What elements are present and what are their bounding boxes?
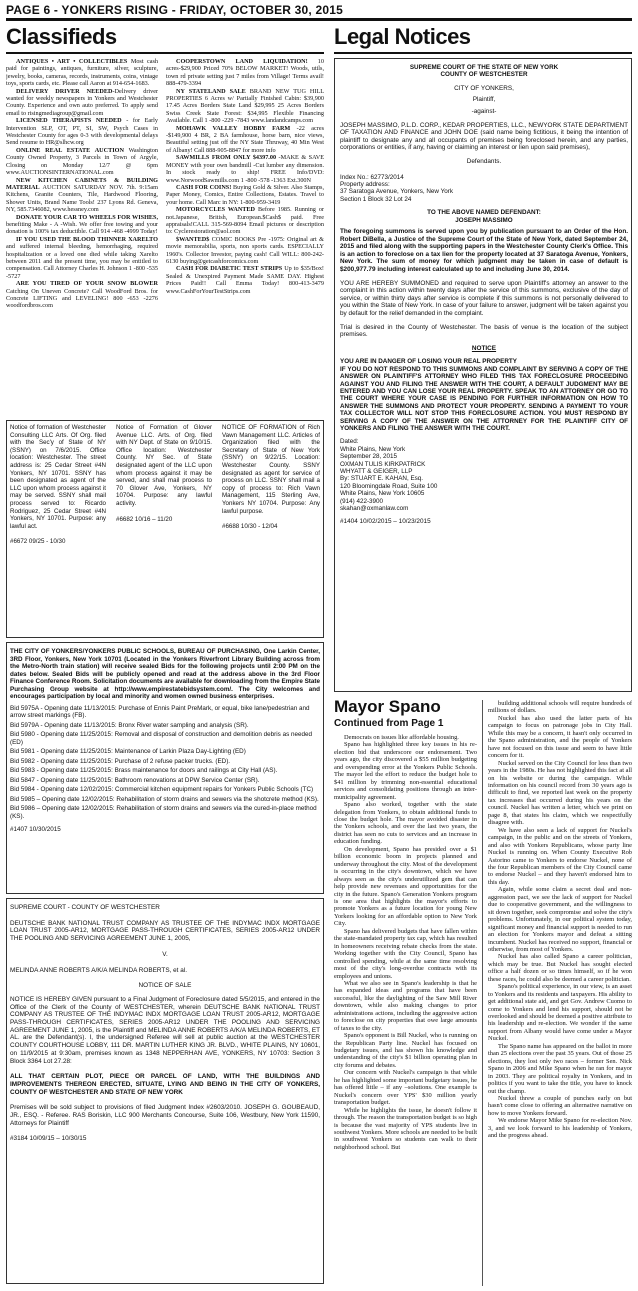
classified-ad-text: -22 acres -$149,900 4 BR, 2 BA farmhouse, horse barn, nice views, Beautiful setting just off the NY State Thruway, 40 Min West of Albany! Call 888-905-8847 for more info [166,124,324,154]
article-paragraph: We endorse Mayor Mike Spano for re-election Nov. 3, and we look forward to his leadership of Yonkers, and the progress ahead. [488,1117,632,1140]
classified-ad-text: AUCTION SATURDAY NOV. 7th. 9:15am Kitchens, Granite Counters, Tile, Hardwood Flooring, Shower Units, Brand Name Tools! 237 Lyons Rd. Geneva, NY, 585.7346082, www.hessney.com [6,183,158,214]
notice-id: #6672 09/25 - 10/30 [10,538,66,546]
article-paragraph: The Spano name has appeared on the ballot in more than 25 elections over the past 35 years. Out of those 25 elections, they lost only two races – former Sen. Nick Spano in 2006 and Mike Spano when he ran for mayor in 2003. They are political royalty in Yonkers, and in politics if you want to take the title, you have to knock out the champ. [488,1042,632,1095]
classified-ad [166,265,324,295]
classified-ad-text: - for Early Intervention SLP, OT, PT, SI, SW, Psych Cases in Westchester County for ages 0-3 with developmental delays Send resume to HR@slhcw.org [6,117,158,147]
classified-ad-heading: DONATE YOUR CAR TO WHEELS FOR WISHES, [16,213,158,221]
classifieds-rule [6,52,324,54]
classified-ad [6,214,158,236]
summons-text: The foregoing summons is served upon you by publication pursuant to an Order of the Hon. Robert DiBella, a Justice of the Supreme Court of the State of New York, dated September 24, 2015 and filed along with the supporting papers in the Westchester County Clerk's Office. This is an action to foreclose on a tax lien for the property located at 37 Saratoga Avenue, Yonkers, New York. The sum of money for which judgment may be taken in case of default is $200,977.79 including interest calculated up to and including June 30, 2014. [340,228,628,273]
classifieds-column-2 [166,58,324,416]
classified-ad-text: benefiting Make - A -Wish. We offer free towing and your donation is 100% tax deductible. Call 914 -468 -4999 Today! [6,220,158,236]
classified-ad-heading: MOTORCYCLES WANTED [176,206,256,214]
foreclosure-notice [10,904,320,1280]
classified-ad [6,88,158,118]
article-paragraph: Spano has highlighted three key issues in his re-election bid that underscore our endorsement. Two years ago, the city discovered a $55 million budgeting and overspending error at the Yonkers Public Schools. The mayor led the effort to reduce the budget hole to $41 million by trimming non-essential educational services and consolidating positions through an inter-municipality agreement. [334,741,477,801]
formation-notice-text: Notice of Formation of Glover Avenue LLC. Arts. of Org. filed with NY Dept. of State on 9/10/15. Office location: Westchester County. NY Sec. of State designated agent of the LLC upon whom process against it may be served, and shall mail process to 70 Glover Ave, Yonkers, NY 10704. Purpose: any lawful activity. [116,424,212,507]
classified-ad-text: -MAKE & SAVE MONEY with your own bandmill -Cut lumber any dimension. In stock ready to ship! FREE Info/DVD: www.NorwoodSawmills.com 1 -800 -578 -1363 Ext.300N [166,154,324,184]
classified-ad-text: and suffered internal bleeding, hemorrhaging, required hospitalization or a loved one died while taking Xarelto between 2011 and the present time, you may be entitled to compensation. Call Attorney Charles H. Johnson 1 -800 -535 -5727 [6,243,158,280]
article-paragraph: Democrats on issues like affordable housing. [344,734,459,741]
article-paragraph: Nuckel served on the City Council for less than two years in the 1980s. He has not highlighted this fact at all on his website or during the campaign. While information on his council record from 30 years ago is difficult to find, we reported last week on the property tax increases that occurred during his years on the council. Nuckel has written a letter, which we print on page 8, that states his claim, which we respectfully disagree with. [488,759,632,827]
article-paragraph: Nuckel has also called Spano a career politician, which may be true. But Nuckel has sought elected office a half dozen or so times himself, so if he won these races, he could also be deemed a career politician. [488,953,632,983]
classified-ad-text: Delivery driver wanted for weekly newspapers in Yonkers and Westchester County. Experience and own auto preferred. To apply send email to risingmediagroup@gmail.com [6,87,158,117]
classified-ad [6,177,158,214]
classified-ad-heading: MOHAWK VALLEY HOBBY FARM [176,124,291,132]
article-column-2 [488,700,632,1286]
bid-notice-intro: THE CITY OF YONKERS/YONKERS PUBLIC SCHOOLS, BUREAU OF PURCHASING, One Larkin Center, 3RD Floor, Yonkers, New York 10701 (Located in the Yonkers Riverfront Library Building across from the Metro-North train station) will receive sealed Bids for the following projects until 2:00 PM on the dates below. Sealed Bids will be publicly opened and read at the address above in the 3rd Floor Finance Conference Room. Solicitation documents are available for downloading from the Empire State Purchasing Group website at http://www.empirestatebidsystem.com/. The City welcomes and encourages participation by local and minority and women owned business enterprises. [10,648,320,700]
classified-ad [166,125,324,155]
bid-item: Bid 5986 – Opening date 12/02/2015: Rehabilitation of storm drains and sewers via the cured-in-place method (KS). [10,805,317,820]
classified-ad-heading: SAWMILLS FROM ONLY $4397.00 [176,154,277,162]
formation-notice-rich-vawn [222,424,320,634]
bid-item: Bid 5984 - Opening date 12/02/2015: Commercial kitchen equipment repairs for Yonkers Public Schools (TC) [10,786,314,793]
classified-ad-heading: CASH FOR DIABETIC TEST STRIPS [176,265,283,273]
formation-notice-westchester-consulting [10,424,106,634]
page-header: PAGE 6 - YONKERS RISING - FRIDAY, OCTOBER 30, 2015 [6,3,343,17]
bid-item: Bid 5985 – Opening date 12/02/2015: Rehabilitation of storm drains and sewers via the shotcrete method (KS). [10,795,319,803]
article-paragraph: Spano has delivered budgets that have fallen within the state-mandated property tax cap, which has resulted in homeowners receiving rebate checks from the state. Working together with the City Council, Spano has controlled spending, while at the same time resolving most of the city's long-overdue contracts with its employees and unions. [334,927,477,980]
classified-ad-text: Most cash paid for paintings, antiques, furniture, silver, sculpture, jewelry, books, cameras, records, instruments, coins, vintage toys, sports cards, etc. Please call Aaron at 914-654-1683. [6,58,158,88]
classified-ad [166,88,324,125]
classified-ad-heading: $WANTED$ [176,235,210,243]
classifieds-column-1 [6,58,158,416]
article-paragraph: Spano's opponent is Bill Nuckel, who is running on the Republican Party line. Nuckel has focused on budgetary issues, and has shown his knowledge and understanding of the city's $1 billion operating plan in city forums and debates. [334,1032,477,1069]
classified-ad [6,236,158,280]
court-name: SUPREME COURT - COUNTY OF WESTCHESTER [10,904,160,911]
bid-item: Bid 5981 - Opening date 11/25/2015: Maintenance of Larkin Plaza Day-Lighting (ED) [10,748,246,755]
article-paragraph: Spano also worked, together with the state delegation from Yonkers, to obtain additional funds to close the budget hole. The mayor avoided disaster in the Yonkers schools, and over the last two years, the district has seen no cuts to services and an increase in education funding. [334,801,477,846]
classified-ad-heading: NY STATELAND SALE [176,87,246,95]
trial-text: Trial is desired in the County of Westchester. The basis of venue is the location of the subject premises. [340,323,628,339]
classified-ad-heading: ARE YOU TIRED OF YOUR SNOW BLOWER [16,280,158,288]
formation-notice-glover-avenue [116,424,212,634]
classified-ad-heading: CASH FOR COINS! [176,183,232,191]
article-paragraph: What we also see in Spano's leadership is that he has expanded ideas and programs that have been successful, like the daylighting of the Saw Mill River downtown, while also making changes to prior administrations actions, including the aggressive action to foreclose on city properties that owe large amounts of taxes to the city. [334,979,477,1032]
classified-ad-heading: DELIVERY DRIVER NEEDED- [16,87,115,95]
classified-ad-text: Buying Gold & Silver. Also Stamps, Paper Money, Comics, Entire Collections, Estates. Travel to your home. Call Marc in NY: 1-800-959-3419 [166,183,324,206]
article-paragraph: Spano's political experience, in our view, is an asset to Yonkers and its residents and taxpayers. His ability to get additional state aid, and get Gov. Andrew Cuomo to come to Yonkers and lend his support, should not be overlooked and should be deemed a positive attribute to his leadership and re-election. We wonder if the same support from Albany would have come under a Mayor Nuckel. [488,983,632,1043]
plaintiff-name: DEUTSCHE BANK NATIONAL TRUST COMPANY AS TRUSTEE OF THE INDYMAC INDX MORTGAGE LOAN TRUST 2005-AR12, MORTGAGE PASS-THROUGH CERTIFICATES, SERIES 2005-AR12 UNDER THE POOLING AND SERVICING AGREEMENT JUNE 1, 2005, [10,919,320,943]
danger-warning: YOU ARE IN DANGER OF LOSING YOUR REAL PROPERTY IF YOU DO NOT RESPOND TO THIS SUMMONS AND COMPLAINT BY SERVING A COPY OF THE ANSWER ON PLAINTIFF'S ATTORNEY WHO FILED THIS TAX FORECLOSURE PROCEEDING AGAINST YOU AND FILING THE ANSWER WITH THE COURT, A DEFAULT JUDGMENT MAY BE ENTERED AND YOU CAN LOSE YOUR REAL PROPERTY. SPEAK TO AN ATTORNEY OR GO TO THE COURT WHERE YOUR CASE IS PENDING FOR FURTHER INFORMATION ON HOW TO ANSWER THE SUMMONS AND PROTECT YOUR PROPERTY. SENDING A PAYMENT TO YOUR TAX COLLECTOR WILL NOT STOP THIS FORECLOSURE ACTION. YOU MUST RESPOND BY SERVING A COPY OF THE ANSWER ON THE ATTORNEY FOR THE PLAINTIFF CITY OF YONKERS AND FILING THE ANSWER WITH THE COURT. [340,358,628,432]
index-info: Index No.: 62773/2014 Property address: 37 Saratoga Avenue, Yonkers, New York Section 1 Block 32 Lot 24 [340,173,453,203]
header-rule [6,18,632,21]
classified-ad-heading: ONLINE REAL ESTATE AUCTION [16,146,124,154]
classified-ad [166,184,324,206]
bid-item: Bid 5847 - Opening date 11/25/2015: Bathroom renovations at DPW Service Center (SR). [10,776,260,784]
versus-label: V. [162,950,168,958]
classified-ad [6,280,158,310]
classified-ad-text: BRAND NEW TUG HILL PROPERTIES 6 Acres w/ Partially Finished Cabin: $39,900 17.45 Acres Borders State Land $29,995 25 Acres Borders Swiss Creek State Forest: $34,995 Flexible Financing Available. Call 1 -800 -229 -7843 www.landandcamps.com [166,87,324,125]
classified-ad-text: Up to $35/Box! Sealed & Unexpired Payment Made SAME DAY. Highest Prices Paid!! Call Emma Today! 800-413-3479 www.CashForYourTestStrips.com [166,265,324,295]
notice-title: NOTICE OF SALE [138,982,192,990]
classified-ad [6,117,158,147]
article-paragraph: Nuckel threw a couple of punches early on but hasn't come close to offering an alternative narrative on how to move Yonkers forward. [488,1095,632,1117]
article-continued-label: Continued from Page 1 [334,718,444,729]
article-paragraph: building additional schools will require hundreds of millions of dollars. [488,700,632,715]
article-paragraph: While he highlights the issue, he doesn't follow it through. The reason the transportation budget is so high is because the vast majority of YPS students live in southwest Yonkers. More schools are needed to be built in southwest Yonkers so students can walk to their neighborhood school. But [334,1106,477,1151]
signature-block: Dated: White Plains, New York September 28, 2015 OXMAN TULIS KIRKPATRICK WHYATT & GEIGER, LLP By: STUART E. KAHAN, Esq. 120 Bloomingdale Road, Suite 100 White Plains, New York 10605 (914) 422-3900 skahan@oxmanlaw.com [340,438,438,513]
notice-id: #6688 10/30 - 12/04 [222,523,278,531]
classified-ad-text: Before 1985. Running or not.Japanese, British, European.$Cash$ paid. Free appraisals!CALL 315-569-8094 Email pictures or description to: Cyclerestoration@aol.com [166,206,324,236]
classified-ad-text: Catching On Uneven Concrete? Call WoodFord Bros. for Concrete LIFTING and LEVELING! 800 -653 -2276 woodfordbros.com [6,287,158,310]
notice-id: #6682 10/16 – 11/20 [116,515,173,523]
classified-ad-heading: NEW KITCHEN CABINETS & BUILDING MATERIAL [6,176,158,191]
legal-heading: Legal Notices [334,24,471,49]
tax-lien-notice [340,64,628,688]
article-paragraph: Our concern with Nuckel's campaign is that while he has highlighted some important budgetary issues, he has offered little – if any –solutions. One example is Nuckel's concern over YPS' $30 million yearly transportation budget. [334,1069,477,1107]
classified-ad-text: 10 acres-$29,900 Priced 70% BELOW MARKET! Woods, utils, town rd private setting just 7 miles from Village! Terms avail! 888-479-3394 [166,58,324,88]
notice-body: NOTICE IS HEREBY GIVEN pursuant to a Final Judgment of Foreclosure dated 5/5/2015, and entered in the Office of the Clerk of the County of WESTCHESTER, wherein DEUTSCHE BANK NATIONAL TRUST COMPANY AS TRUSTEE OF THE INDYMAC INDX MORTGAGE LOAN TRUST 2005-AR12, MORTGAGE PASS-THROUGH CERTIFICATES, SERIES 2005-AR12 UNDER THE POOLING AND SERVICING AGREEMENT JUNE 1, 2005, is the Plaintiff and MELINDA ANNE ROBERTS A/K/A MELINDA ROBERTS, ET AL. are the Defendant(s). I, the undersigned Referee will sell at public auction at the WESTCHESTER COUNTY COURTHOUSE LOBBY, 111 DR. MARTIN LUTHER KING JR. BLVD., WHITE PLAINS, NY 10601, on 11/9/2015 at 9:30am, premises known as 1348 NEPPERHAN AVE, YONKERS, NY 10703: Section 3 Block 3364 Lot 27.28: [10,995,320,1065]
classified-ad-heading: COOPERSTOWN LAND LIQUIDATION! [176,58,308,65]
bid-item: Bid 5975A - Opening date 11/13/2015: Purchase of Ennis Paint PreMark, or equal, bike lane/pedestrian and arrow street markings (FB). [10,704,310,719]
classified-ad [166,236,324,266]
classified-ad [6,147,158,177]
formation-notice-text: Notice of formation of Westchester Consulting LLC Arts. Of Org. filed with the Sec'y of State of NY (SSNY) on 7/6/2015. Office location: Westchester. The street address is: 25 Cedar Street #4N Yonkers, NY 10701. SSNY has been designated as agent of the LLC upon whom process against it may be served. SSNY shall mail process served to: Ricardo Rodriguez, 25 Cedar Street #4N Yonkers, NY 10701. Purpose: any lawful act. [10,424,106,530]
article-paragraph: On development, Spano has presided over a $1 billion economic boom in projects planned and underway throughout the city. Most of the development is occurring in the city's downtown, which we have always seen as the city's underutilized gem that can help provide new revenues and opportunities for the city in the future. Spano's Generation Yonkers program is one area that highlights the mayor's efforts to promote Yonkers as a future location for young New Yorkers looking for an affordable option to New York City. [334,845,477,928]
addressee: TO THE ABOVE NAMED DEFENDANT: JOSEPH MASSIMO [427,209,541,224]
article-paragraph: Again, while some claim a secret deal and non-aggression pact, we see the lack of support for Nuckel due to cooperative government, and the willingness to sit down together, seek compromise and solve the city's problems. Unfortunately, in our political system today, significant money and financial support is needed to run an election for Yonkers mayor and defeat a sitting incumbent. Nuckel has received no support, financial or otherwise, from most of Yonkers. [488,886,632,953]
defendants-label: Defendants. [466,157,502,165]
article-paragraph: We have also seen a lack of support for Nuckel's campaign, in the public and on the streets of Yonkers, and also with Yonkers Republicans, whose party line Nuckel is running on. When County Executive Rob Astorino came to Yonkers to endorse Nuckel, none of the four Republican members of the City Council came to endorse Nuckel – and they haven't endorsed him to this day. [488,826,632,886]
notice-id: #1404 10/02/2015 – 10/23/2015 [340,518,431,526]
defendants-list: JOSEPH MASSIMO, P.L.D. CORP., KEDAR PROPERTIES, LLC., NEWYORK STATE DEPARTMENT OF TAXATION AND FINANCE and JOHN DOE (said name being fictitious, it being the intention of plaintiff to designate any and all occupants of premises being foreclosed herein, and any parties, corporations or entities, if any, having or claiming an interest or lien upon said premises), [340,121,628,152]
summoned-text: YOU ARE HEREBY SUMMONED and required to serve upon Plaintiff's attorney an answer to the complaint in this action within twenty days after the service of this summons, exclusive of the day of service, or within thirty days after service is complete if this summons is not personally delivered to you within the State of New York. In case of your failure to answer, judgment will be taken against you by default for the relief demanded in the complaint. [340,279,628,317]
classified-ad-text: COMIC BOOKS Pre -1975: Original art & movie memorabilia, sports, non sports cards. ESPECIALLY 1960's. Collector Investor, paying cash! Call WILL: 800-242-6130 buying@getcashforcomics.com [166,235,324,265]
classified-ad-heading: IF YOU USED THE BLOOD THINNER XARELTO [16,235,158,243]
bid-item: Bid 5980 - Opening date 11/25/2015: Removal and disposal of construction and demolition debris as needed (ED) [10,731,312,746]
notice-id: #1407 10/30/2015 [10,826,61,833]
article-title: Mayor Spano [334,697,441,716]
plaintiff-label: Plaintiff, [472,96,496,104]
classified-ad-heading: LICENSED THERAPISTS NEEDED [16,117,122,125]
sale-terms: Premises will be sold subject to provisions of filed Judgment Index #2603/2010. JOSEPH G. GOUBEAUD, JR., ESQ. - Referee. RAS Boriskin, LLC 900 Merchants Concourse, Suite 106, Westbury, New York 11590, Attorneys for Plaintiff [10,1104,320,1127]
plaintiff-name: CITY OF YONKERS, [454,84,514,92]
legal-rule [334,52,632,54]
classified-ad-heading: ANTIQUES • ART • COLLECTIBLES [16,58,128,65]
bid-notice [10,648,320,892]
classified-ad-text: Washington County Owned Property, 3 Parcels in Town of Argyle, Closing on Monday 12/7 @ 6pm www.AUCTIONSINTERNATIONAL.com [6,146,158,177]
defendant-name: MELINDA ANNE ROBERTS A/K/A MELINDA ROBERTS, et al. [10,966,187,974]
court-name: SUPREME COURT OF THE STATE OF NEW YORK COUNTY OF WESTCHESTER [409,64,559,79]
bid-item: Bid 5982 - Opening date 11/25/2015: Purchase of 2 refuse packer trucks. (ED). [10,757,231,765]
parcel-description: ALL THAT CERTAIN PLOT, PIECE OR PARCEL OF LAND, WITH THE BUILDINGS AND IMPROVEMENTS THEREON ERECTED, SITUATE, LYING AND BEING IN THE CITY OF YONKERS, COUNTY OF WESTCHESTER AND STATE OF NEW YORK [10,1073,320,1096]
against-label: -against- [471,108,497,115]
classified-ad [166,154,324,184]
bid-item: Bid 5983 - Opening date 11/25/2015: Brass maintenance for doors and railings at City Hall (AS). [10,767,278,774]
classifieds-heading: Classifieds [6,24,117,49]
article-paragraph: Nuckel has also used the latter parts of his campaign to focus on patronage jobs in City Hall. While this may be a concern, it hasn't only occurred in the Spano administration, and the people of Yonkers have not focused on this issue and seem to have little concern for it. [488,714,632,760]
classified-ad [6,58,158,88]
notice-id: #3184 10/09/15 – 10/30/15 [10,1135,87,1143]
bid-item: Bid 5979A - Opening date 11/13/2015: Bronx River water sampling and analysis (SR). [10,721,249,729]
article-column-1 [334,734,477,1286]
classified-ad [166,58,324,88]
column-divider [482,700,483,1286]
formation-notice-text: NOTICE OF FORMATION of Rich Vawn Management LLC. Articles of Organization filed with the Secretary of State of New York (SSNY) on 9/22/15. Location: Westchester County. SSNY designated as agent for service of process on LLC. SSNY shall mail a copy of process to: Rich Vawn Management, 115 Sterling Ave, Yonkers NY 10704. Purpose: Any lawful purpose. [222,424,320,515]
notice-heading: NOTICE [471,344,497,352]
classified-ad [166,206,324,236]
